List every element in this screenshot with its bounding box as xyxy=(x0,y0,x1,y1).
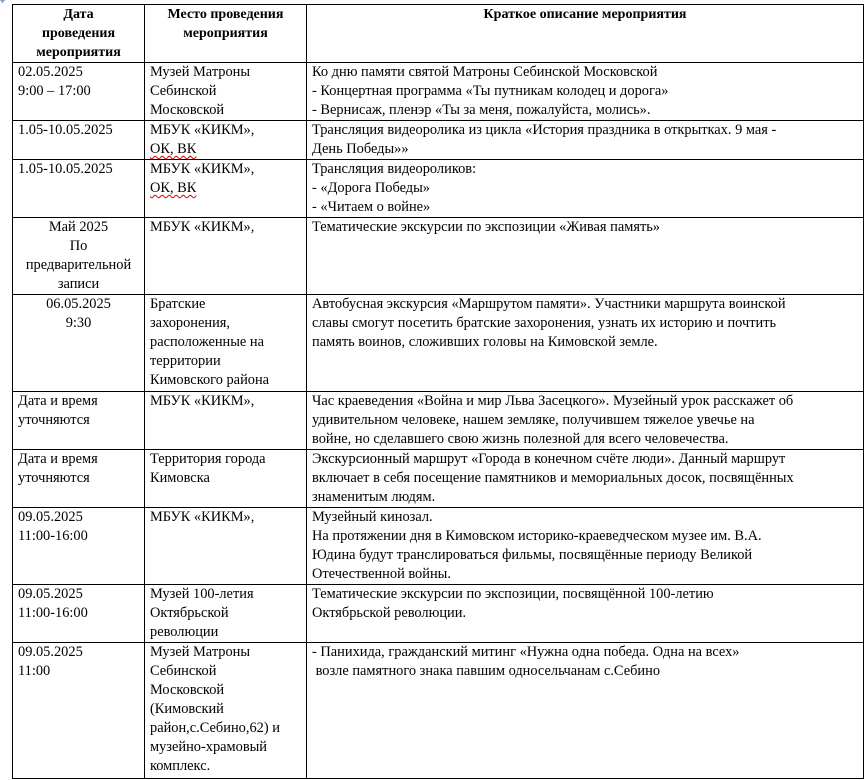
cell-description xyxy=(307,585,864,643)
cell-date-line: Дата и время xyxy=(18,451,98,467)
header-description-line: Краткое описание мероприятия xyxy=(483,7,687,22)
cell-place-line: Кимовского района xyxy=(150,372,270,388)
cell-place-line: МБУК «КИКМ», xyxy=(150,219,255,235)
cell-description-line: - Панихида, гражданский митинг «Нужна одна победа. Одна на всех» xyxy=(312,644,740,660)
cell-description-line: знаменитым людям. xyxy=(312,489,436,505)
cell-place-line: Кимовска xyxy=(150,470,210,486)
cell-place-line: Себинской xyxy=(150,663,217,679)
cell-place-line: Московской xyxy=(150,102,225,118)
cell-place xyxy=(145,450,307,508)
table-row xyxy=(13,392,864,450)
cell-place-line: Братские xyxy=(150,296,206,312)
cell-date xyxy=(13,218,145,295)
cell-place-line: музейно-храмовый xyxy=(150,739,268,755)
table-row xyxy=(13,160,864,218)
cell-description-line: Тематические экскурсии по экспозиции «Живая память» xyxy=(312,219,660,235)
cell-place xyxy=(145,295,307,392)
header-date-line: мероприятия xyxy=(36,45,121,60)
cell-date xyxy=(13,295,145,392)
cell-description-line: - Концертная программа «Ты путникам колодец и дорога» xyxy=(312,83,669,99)
cell-date-line: 09.05.2025 xyxy=(18,586,83,602)
cell-description-line: Октябрьской революции. xyxy=(312,605,467,621)
cell-description-line: Юдина будут транслироваться фильмы, посвящённые периоду Великой xyxy=(312,547,753,563)
cell-description-line: Час краеведения «Война и мир Льва Засецкого». Музейный урок расскажет об xyxy=(312,393,794,409)
table-header-row xyxy=(13,5,864,63)
cell-place xyxy=(145,508,307,585)
cell-place-line: территории xyxy=(150,353,221,369)
cell-place-line: ОК, ВК xyxy=(150,180,197,196)
table-row xyxy=(13,643,864,779)
cell-date-line: 1.05-10.05.2025 xyxy=(18,122,113,138)
cell-date xyxy=(13,121,145,160)
header-place-line: Место проведения xyxy=(167,7,284,22)
cell-description-line: память воинов, сложивших головы на Кимовской земле. xyxy=(312,334,658,350)
cell-description-line: Тематические экскурсии по экспозиции, посвящённой 100-летию xyxy=(312,586,714,602)
cell-place xyxy=(145,160,307,218)
cell-date-line: 1.05-10.05.2025 xyxy=(18,161,113,177)
events-table xyxy=(12,4,864,779)
cell-date-line: 06.05.2025 xyxy=(46,296,111,312)
cell-date-line: По xyxy=(69,238,88,254)
cell-description xyxy=(307,450,864,508)
cell-date-line: уточняются xyxy=(18,470,90,486)
cell-place-line: (Кимовский xyxy=(150,701,224,717)
table-anchor-icon[interactable]: ⌖ xyxy=(0,0,6,7)
cell-place-line: комплекс. xyxy=(150,758,211,774)
cell-description-line: - «Дорога Победы» xyxy=(312,180,430,196)
cell-place xyxy=(145,392,307,450)
cell-date-line: 09.05.2025 xyxy=(18,644,83,660)
cell-place-line: МБУК «КИКМ», xyxy=(150,122,255,138)
cell-description-line: включает в себя посещение памятников и мемориальных досок, посвящённых xyxy=(312,470,794,486)
cell-description-line: - «Читаем о войне» xyxy=(312,199,431,215)
header-date-line: Дата xyxy=(63,7,94,22)
cell-date-line: 9:00 – 17:00 xyxy=(18,83,91,99)
cell-date-line: Май 2025 xyxy=(48,219,109,235)
cell-date-line: записи xyxy=(57,276,100,292)
cell-place xyxy=(145,121,307,160)
cell-description-line: - Вернисаж, пленэр «Ты за меня, пожалуйста, молись». xyxy=(312,102,651,118)
cell-place-line: МБУК «КИКМ», xyxy=(150,161,255,177)
cell-description-line: возле памятного знака павшим односельчанам с.Себино xyxy=(312,663,661,679)
table-row xyxy=(13,508,864,585)
cell-description-line: День Победы»» xyxy=(312,141,409,157)
header-place-line: мероприятия xyxy=(183,26,268,41)
cell-place-line: Себинской xyxy=(150,83,217,99)
table-row xyxy=(13,295,864,392)
header-date xyxy=(13,5,145,63)
cell-place-line: МБУК «КИКМ», xyxy=(150,393,255,409)
cell-description-line: войне, но сделавшего свою жизнь полезной для всего человечества. xyxy=(312,431,729,447)
cell-description-line: славы смогут посетить братские захоронения, узнать их историю и почтить xyxy=(312,315,777,331)
cell-date xyxy=(13,643,145,779)
cell-date xyxy=(13,160,145,218)
cell-place-line: Музей Матроны xyxy=(150,644,251,660)
cell-description-line: Трансляция видеороликов: xyxy=(312,161,477,177)
header-date-line: проведения xyxy=(41,26,116,41)
cell-date xyxy=(13,585,145,643)
cell-description xyxy=(307,643,864,779)
cell-date-line: уточняются xyxy=(18,412,90,428)
cell-description xyxy=(307,121,864,160)
cell-place xyxy=(145,218,307,295)
table-row xyxy=(13,450,864,508)
cell-description-line: Отечественной войны. xyxy=(312,566,451,582)
cell-date-line: предварительной xyxy=(25,257,132,273)
header-place xyxy=(145,5,307,63)
cell-place xyxy=(145,585,307,643)
header-description xyxy=(307,5,864,63)
cell-description-line: Ко дню памяти святой Матроны Себинской Московской xyxy=(312,64,658,80)
cell-place-line: ОК, ВК xyxy=(150,141,197,157)
table-row xyxy=(13,121,864,160)
cell-description xyxy=(307,63,864,121)
cell-description xyxy=(307,392,864,450)
cell-date xyxy=(13,450,145,508)
table-row xyxy=(13,218,864,295)
cell-description xyxy=(307,160,864,218)
cell-place-line: расположенные на xyxy=(150,334,264,350)
cell-date-line: 02.05.2025 xyxy=(18,64,83,80)
cell-date-line: 11:00-16:00 xyxy=(18,528,88,544)
cell-place-line: Музей Матроны xyxy=(150,64,251,80)
cell-place xyxy=(145,63,307,121)
cell-description-line: Автобусная экскурсия «Маршрутом памяти». Участники маршрута воинской xyxy=(312,296,786,312)
cell-description-line: Трансляция видеоролика из цикла «История праздника в открытках. 9 мая - xyxy=(312,122,777,138)
cell-date xyxy=(13,508,145,585)
cell-date-line: Дата и время xyxy=(18,393,98,409)
cell-description-line: удивительном человеке, нашем земляке, получившем тяжелое увечье на xyxy=(312,412,755,428)
cell-place-line: захоронения, xyxy=(150,315,231,331)
cell-place xyxy=(145,643,307,779)
cell-place-line: Октябрьской xyxy=(150,605,229,621)
cell-place-line: Территория города xyxy=(150,451,266,467)
cell-date xyxy=(13,63,145,121)
table-row xyxy=(13,63,864,121)
cell-place-line: Музей 100-летия xyxy=(150,586,254,602)
cell-date xyxy=(13,392,145,450)
cell-place-line: МБУК «КИКМ», xyxy=(150,509,255,525)
cell-description xyxy=(307,295,864,392)
cell-date-line: 11:00-16:00 xyxy=(18,605,88,621)
cell-description-line: Экскурсионный маршрут «Города в конечном счёте люди». Данный маршрут xyxy=(312,451,786,467)
cell-place-line: Московской xyxy=(150,682,225,698)
cell-description-line: Музейный кинозал. xyxy=(312,509,433,525)
cell-date-line: 11:00 xyxy=(18,663,51,679)
cell-description xyxy=(307,218,864,295)
cell-date-line: 09.05.2025 xyxy=(18,509,83,525)
table-row xyxy=(13,585,864,643)
cell-date-line: 9:30 xyxy=(65,315,92,331)
cell-description-line: На протяжении дня в Кимовском историко-краеведческом музее им. В.А. xyxy=(312,528,762,544)
cell-place-line: революции xyxy=(150,624,219,640)
cell-description xyxy=(307,508,864,585)
cell-place-line: район,с.Себино,62) и xyxy=(150,720,280,736)
